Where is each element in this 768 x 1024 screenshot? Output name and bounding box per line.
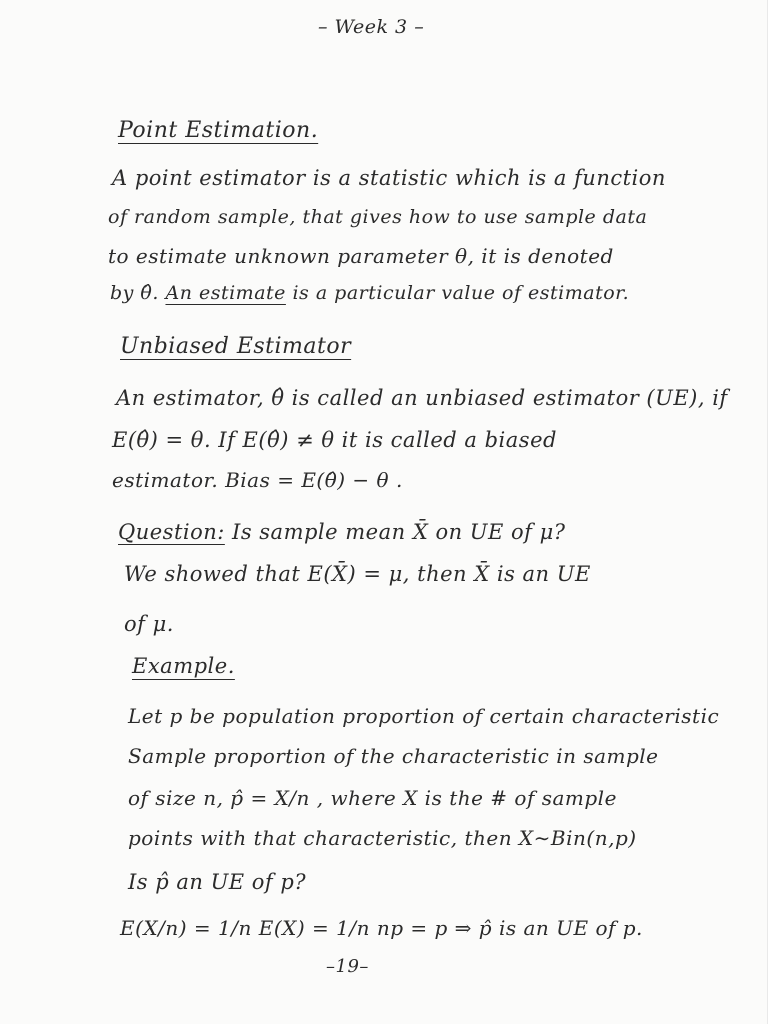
- example-line-4: points with that characteristic, then X∼Bin(n,p): [128, 826, 637, 850]
- point-estimation-line-4-start: by θ̂.: [110, 282, 166, 304]
- question-text: Is sample mean X̄ on UE of μ?: [224, 520, 566, 544]
- point-estimation-line-3: to estimate unknown parameter θ, it is denoted: [108, 244, 614, 268]
- example-line-6: E(X/n) = 1/n E(X) = 1/n np = p ⇒ p̂ is an UE of p.: [120, 916, 643, 940]
- question-line: [118, 520, 566, 544]
- example-line-5: Is p̂ an UE of p?: [128, 870, 307, 894]
- example-line-2: Sample proportion of the characteristic in sample: [128, 744, 659, 768]
- unbiased-line-3: estimator. Bias = E(θ̂) − θ .: [112, 468, 403, 492]
- point-estimation-heading: Point Estimation.: [118, 118, 319, 143]
- example-line-3: of size n, p̂ = X/n , where X is the # of sample: [128, 786, 617, 810]
- answer-line-1: We showed that E(X̄) = μ, then X̄ is an UE: [124, 562, 591, 586]
- point-estimation-line-1: A point estimator is a statistic which is a function: [112, 166, 666, 190]
- week-header: – Week 3 –: [318, 16, 425, 38]
- point-estimation-line-2: of random sample, that gives how to use sample data: [108, 206, 648, 228]
- question-label: Question:: [118, 520, 225, 544]
- example-line-1: Let p be population proportion of certain characteristic: [128, 704, 720, 728]
- unbiased-line-1: An estimator, θ̂ is called an unbiased estimator (UE), if: [116, 386, 728, 410]
- page-number: –19–: [326, 956, 369, 977]
- answer-line-2: of μ.: [124, 612, 174, 636]
- unbiased-estimator-heading: Unbiased Estimator: [120, 334, 352, 359]
- point-estimation-line-4: [110, 282, 629, 304]
- unbiased-line-2: E(θ̂) = θ. If E(θ̂) ≠ θ it is called a biased: [112, 428, 557, 452]
- point-estimation-line-4-end: is a particular value of estimator.: [285, 282, 630, 304]
- an-estimate-term: An estimate: [165, 282, 286, 304]
- example-heading: Example.: [132, 654, 235, 678]
